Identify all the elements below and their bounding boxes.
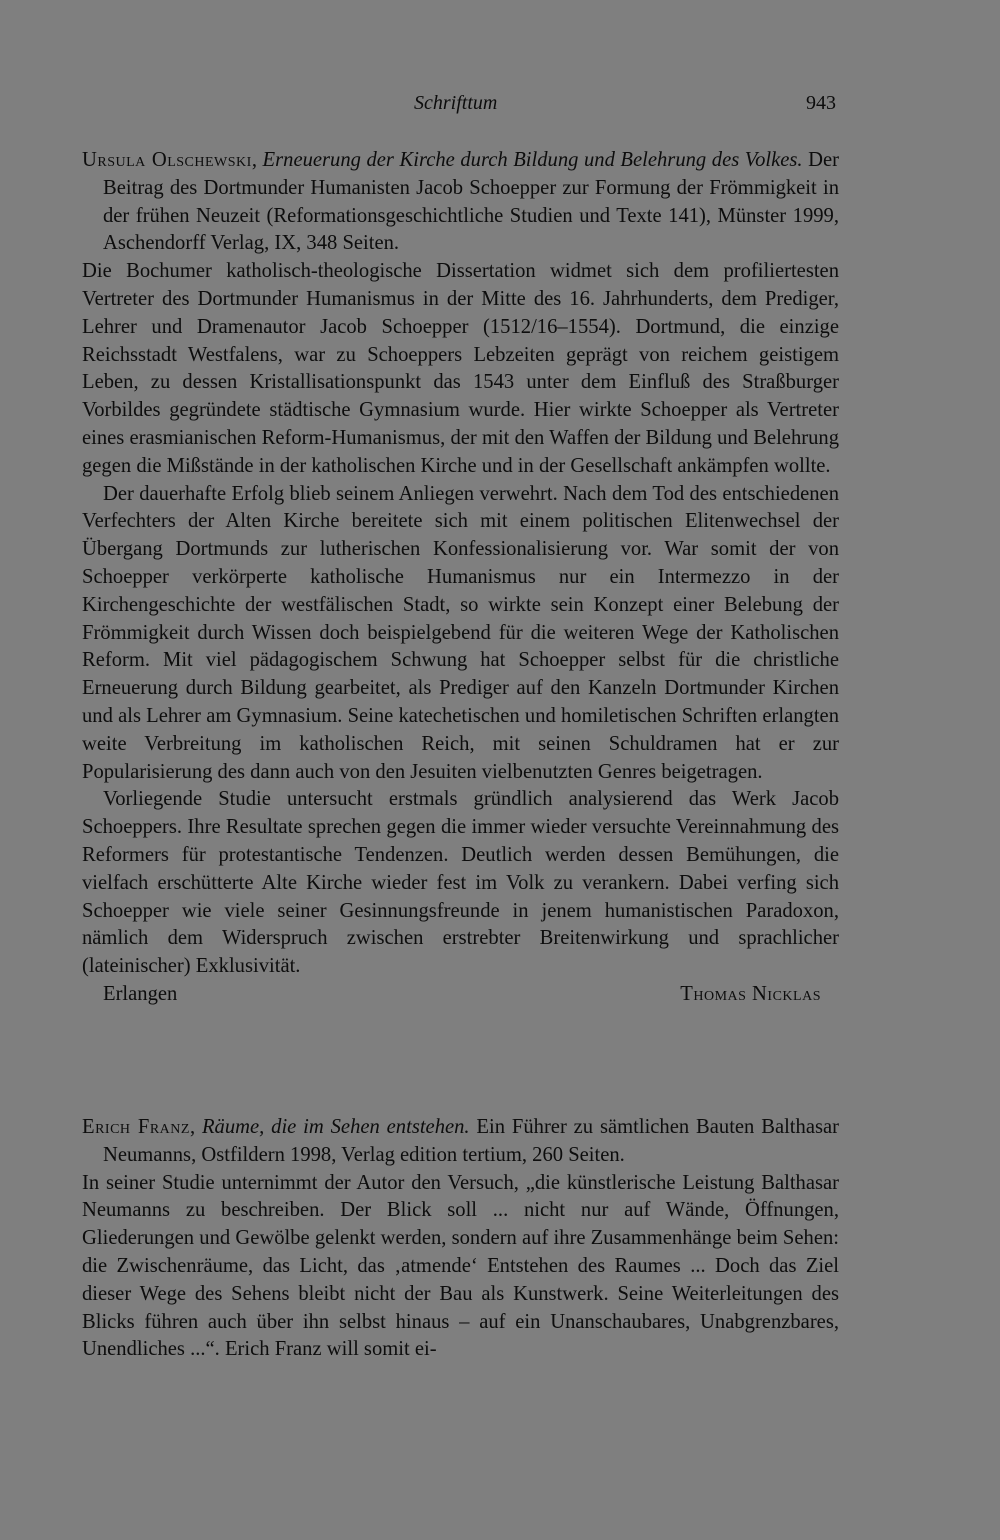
review-paragraph: In seiner Studie unternimmt der Autor den Versuch, „die künstlerische Leistung Balthasar Neumanns zu beschreiben. Der Blick soll ... nicht nur auf Wände, Öffnungen, Gliederungen und Gewölbe gelenkt werden, sondern auf ihre Zusammenhänge beim Sehen: die Zwischenräume, das Licht, das ‚atmende‘ Entstehen des Raumes ... Doch das Ziel dieser Wege des Sehens bleibt nicht der Bau als Kunstwerk. Seine Weiterleitungen des Blicks führen auch über ihn selbst hinaus – auf ein Unanschaubares, Unabgrenzbares, Unendliches ...“. Erich Franz will somit ei- [82,1171,839,1361]
review-paragraph: Der dauerhafte Erfolg blieb seinem Anliegen verwehrt. Nach dem Tod des entschiedenen Verfechters der Alten Kirche bereitete sich mit einem politischen Elitenwechsel der Übergang Dortmunds zur lutherischen Konfessionalisierung vor. War somit der von Schoepper verkörperte katholische Humanismus nur ein Intermezzo in der Kirchengeschichte der westfälischen Stadt, so wirkte sein Konzept einer Belebung der Frömmigkeit durch Wissen doch beispielgebend für die weiteren Wege der Katholischen Reform. Mit viel pädagogischem Schwung hat Schoepper selbst für die christliche Erneuerung durch Bildung gearbeitet, als Prediger auf den Kanzeln Dortmunder Kirchen und als Lehrer am Gymnasium. Seine katechetischen und homiletischen Schriften erlangten weite Verbreitung im katholischen Reich, mit seinen Schuldramen hat er zur Popularisierung des dann auch von den Jesuiten vielbenutzten Genres beigetragen. [82,482,839,783]
running-title: Schrifttum [414,92,498,114]
author-separator: , [189,1116,202,1138]
review-author: Ursula Olschewski [82,149,252,171]
author-separator: , [251,149,263,171]
review-details: Ein Führer zu sämtlichen Bauten Balthasar Neumanns, Ostfildern 1998, Verlag edition tertium, 260 Seiten. [103,1116,839,1166]
review-olschewski [82,147,839,1009]
signature-reviewer: Thomas Nicklas [680,982,821,1005]
review-citation [82,147,839,258]
review-title: Räume, die im Sehen entstehen. [201,1116,470,1138]
page-number: 943 [806,92,836,114]
running-head [0,92,1000,122]
review-paragraph: Vorliegende Studie untersucht erstmals gründlich analysierend das Werk Jacob Schoeppers. Ihre Resultate sprechen gegen die immer wieder versuchte Vereinnahmung des Reformers für protestantische Tendenzen. Deutlich werden dessen Bemühungen, die vielfach erschütterte Alte Kirche wieder fest im Volk zu verankern. Dabei verfing sich Schoepper wie viele seiner Gesinnungsfreunde in jenem humanistischen Paradoxon, nämlich dem Widerspruch zwischen erstrebter Breitenwirkung und sprachlicher (lateinischer) Exklusivität. [82,788,839,978]
review-title: Erneuerung der Kirche durch Bildung und Belehrung des Volkes. [262,149,803,171]
review-author: Erich Franz [82,1116,190,1138]
review-citation [82,1114,839,1170]
review-details: Der Beitrag des Dortmunder Humanisten Jacob Schoepper zur Formung der Frömmigkeit in der frühen Neuzeit (Reformationsgeschichtliche Studien und Texte 141), Münster 1999, Aschendorff Verlag, IX, 348 Seiten. [103,149,839,255]
review-paragraph: Die Bochumer katholisch-theologische Dissertation widmet sich dem profiliertesten Vertreter des Dortmunder Humanismus in der Mitte des 16. Jahrhunderts, dem Prediger, Lehrer und Dramenautor Jacob Schoepper (1512/16–1554). Dortmund, die einzige Reichsstadt Westfalens, war zu Schoeppers Lebzeiten geprägt von reichem geistigem Leben, zu dessen Kristallisationspunkt das 1543 unter dem Einfluß des Straßburger Vorbildes gegründete städtische Gymnasium wurde. Hier wirkte Schoepper als Vertreter eines erasmianischen Reform-Humanismus, der mit den Waffen der Bildung und Belehrung gegen die Mißstände in der katholischen Kirche und in der Gesellschaft ankämpfen wollte. [82,260,839,477]
review-franz [82,1114,839,1364]
review-signature [82,981,839,1009]
signature-place: Erlangen [103,982,178,1005]
